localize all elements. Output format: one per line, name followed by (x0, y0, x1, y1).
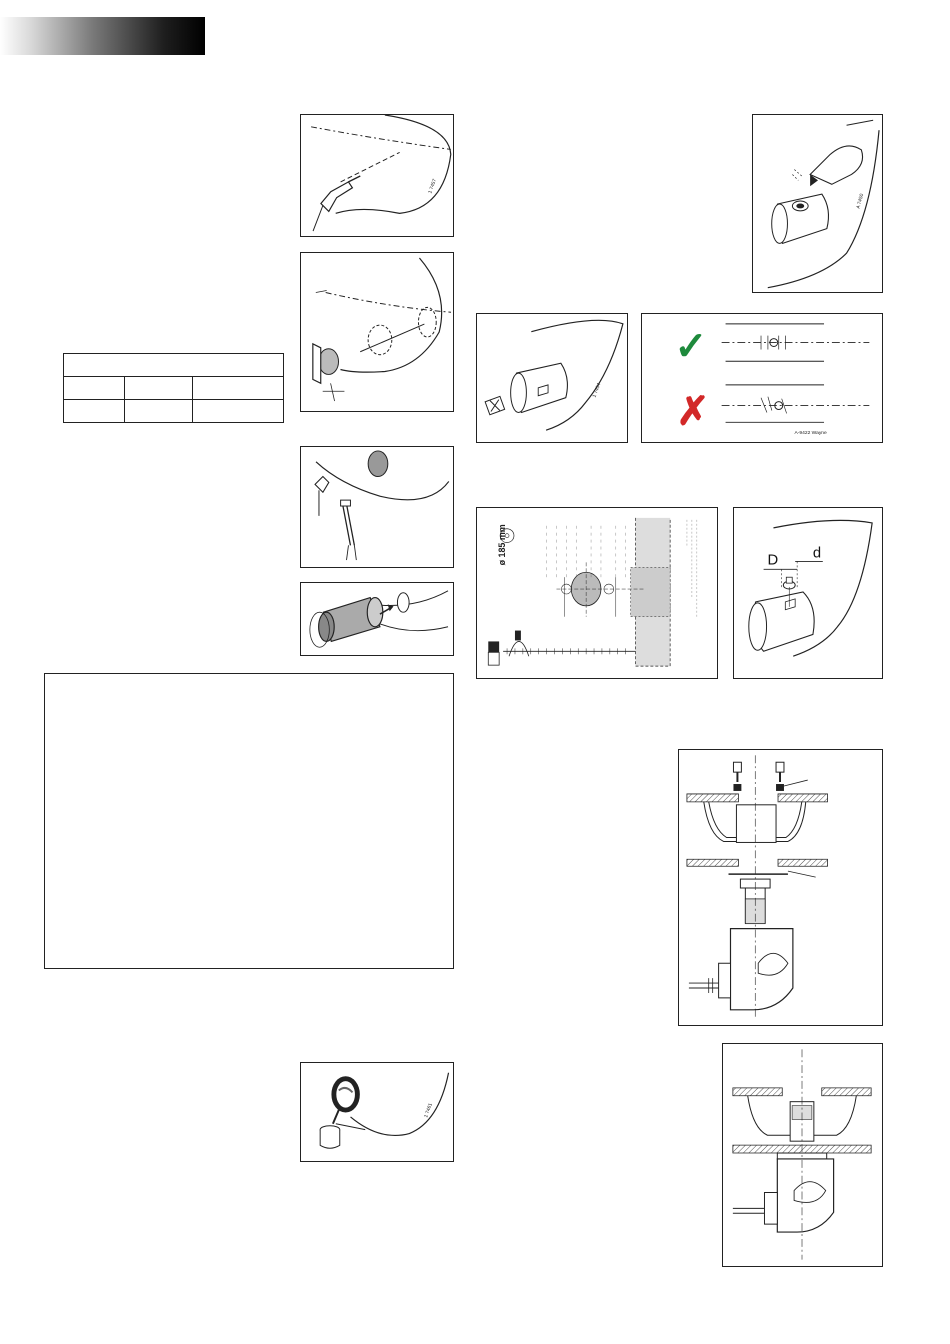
figure-hole-saw-cut (300, 252, 454, 412)
alignment-figure-code: A-9422 Wayne (794, 431, 827, 437)
template-diameter-label: ø 185 mm (497, 524, 508, 566)
correct-check-icon: ✓ (674, 324, 708, 369)
figure-template-tape (476, 313, 628, 443)
figure-exploded-assembly (678, 749, 883, 1026)
figure-template-sheet (476, 507, 718, 679)
spec-table-row (64, 377, 284, 400)
figure-dimension-d (733, 507, 883, 679)
wrong-cross-icon: ✗ (676, 389, 710, 434)
spec-table (63, 353, 284, 423)
spec-table-header-cell (64, 354, 284, 377)
figure-deburr-hole (300, 446, 454, 568)
spec-table-cell (125, 377, 193, 400)
dimension-small-d-label: d (812, 545, 822, 562)
notice-box (44, 673, 454, 969)
spec-table-cell (64, 400, 125, 423)
pen-figure-code: A 7450 (856, 193, 866, 210)
header-gradient-bar (0, 17, 205, 55)
figure-sealant (300, 1062, 454, 1162)
figure-assembled-unit (722, 1043, 883, 1267)
drill-figure-code: 1 7457 (428, 178, 439, 195)
tape-figure-code: 1 7454 (592, 382, 603, 399)
dimension-big-d-label: D (767, 552, 779, 569)
spec-table-cell (125, 400, 193, 423)
figure-check-alignment (641, 313, 883, 443)
figure-drill-pilot-hole (300, 114, 454, 237)
spec-table-cell (193, 377, 284, 400)
spec-table-cell (193, 400, 284, 423)
spec-table-cell (64, 377, 125, 400)
sealant-figure-code: 1 7461 (424, 1102, 434, 1119)
figure-seal-tube (300, 582, 454, 656)
figure-marking-pen (752, 114, 883, 293)
spec-table-row (64, 354, 284, 377)
spec-table-row (64, 400, 284, 423)
